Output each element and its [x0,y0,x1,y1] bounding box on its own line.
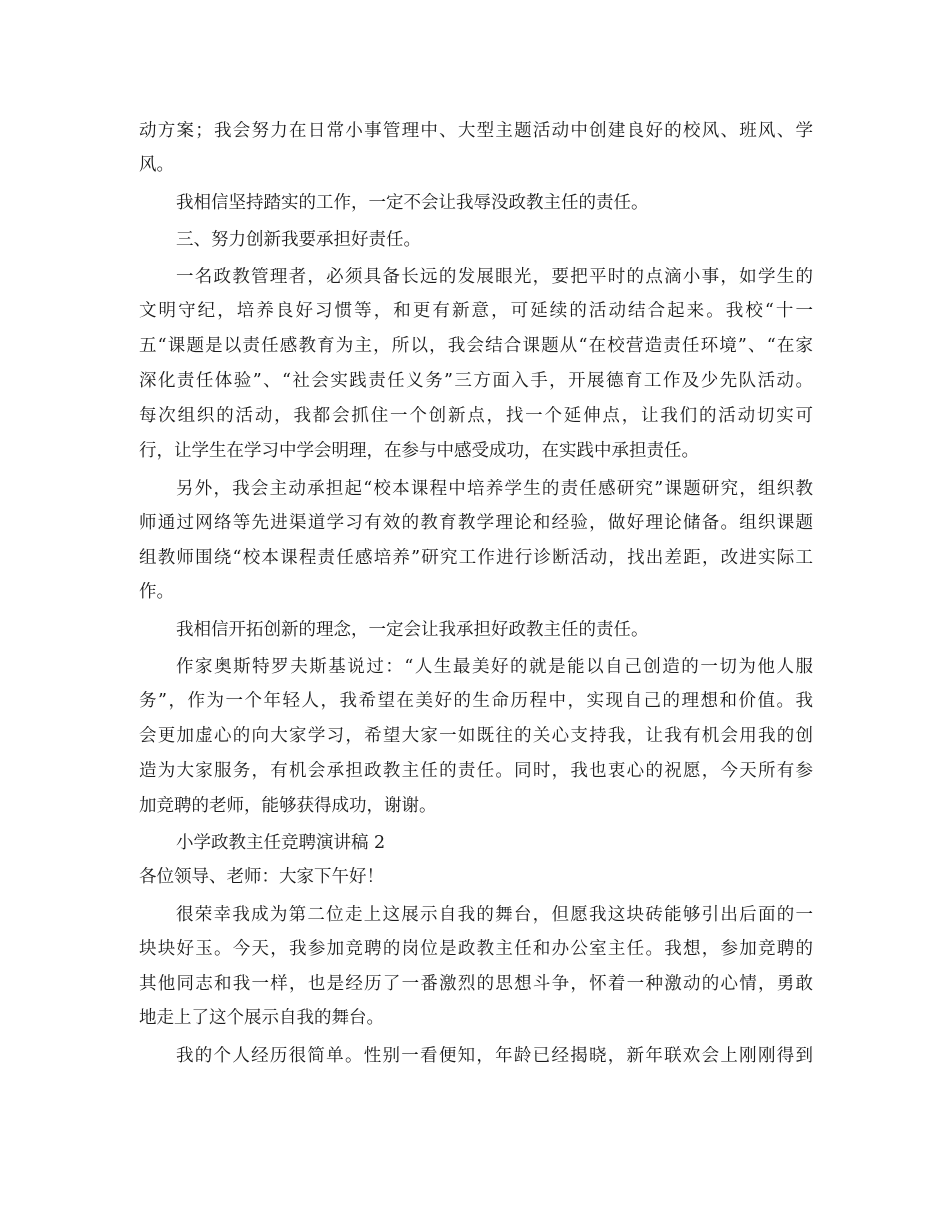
text-line: 一名政教管理者，必须具备长远的发展眼光，要把平时的点滴小事，如学生的 [176,267,813,287]
text-line: 我的个人经历很简单。性别一看便知，年龄已经揭晓，新年联欢会上刚刚得到 [176,1046,813,1066]
text-line: 风。 [139,155,174,175]
text-line: 师通过网络等先进渠道学习有效的教育教学理论和经验，做好理论储备。组织课题 [139,513,813,533]
text-line: 动方案；我会努力在日常小事管理中、大型主题活动中创建良好的校风、班风、学 [139,121,813,141]
text-line: 作。 [139,582,174,602]
text-line: 深化责任体验”、“社会实践责任义务”三方面入手，开展德育工作及少先队活动。 [139,371,813,391]
text-line: 会更加虚心的向大家学习，希望大家一如既往的关心支持我，让我有机会用我的创 [139,726,813,746]
text-line: 行，让学生在学习中学会明理，在参与中感受成功，在实践中承担责任。 [139,441,699,461]
text-line: 很荣幸我成为第二位走上这展示自我的舞台，但愿我这块砖能够引出后面的一 [176,905,813,925]
text-line: 块块好玉。今天，我参加竞聘的岗位是政教主任和办公室主任。我想，参加竞聘的 [139,939,813,959]
text-line: 务”，作为一个年轻人，我希望在美好的生命历程中，实现自己的理想和价值。我 [139,691,813,711]
text-line: 加竞聘的老师，能够获得成功，谢谢。 [139,796,437,816]
text-line: 五“课题是以责任感教育为主，所以，我会结合课题从“在校营造责任环境”、“在家 [139,336,813,356]
text-line: 另外，我会主动承担起“校本课程中培养学生的责任感研究”课题研究，组织教 [176,479,813,499]
text-line: 作家奥斯特罗夫斯基说过：“人生最美好的就是能以自己创造的一切为他人服 [176,657,813,677]
text-line: 组教师围绕“校本课程责任感培养”研究工作进行诊断活动，找出差距，改进实际工 [139,548,813,568]
text-line: 文明守纪，培养良好习惯等，和更有新意，可延续的活动结合起来。我校“十一 [139,301,813,321]
text-line: 其他同志和我一样，也是经历了一番激烈的思想斗争，怀着一种激动的心情，勇敢 [139,974,813,994]
text-line: 每次组织的活动，我都会抓住一个创新点，找一个延伸点，让我们的活动切实可 [139,406,813,426]
text-line: 我相信开拓创新的理念，一定会让我承担好政教主任的责任。 [176,620,649,640]
section-title: 小学政教主任竞聘演讲稿 2 [176,833,386,853]
section-heading: 三、努力创新我要承担好责任。 [176,230,421,250]
salutation: 各位领导、老师：大家下午好！ [139,867,384,887]
text-line: 造为大家服务，有机会承担政教主任的责任。同时，我也衷心的祝愿，今天所有参 [139,761,813,781]
text-line: 我相信坚持踏实的工作，一定不会让我辱没政教主任的责任。 [176,193,649,213]
text-line: 地走上了这个展示自我的舞台。 [139,1008,384,1028]
